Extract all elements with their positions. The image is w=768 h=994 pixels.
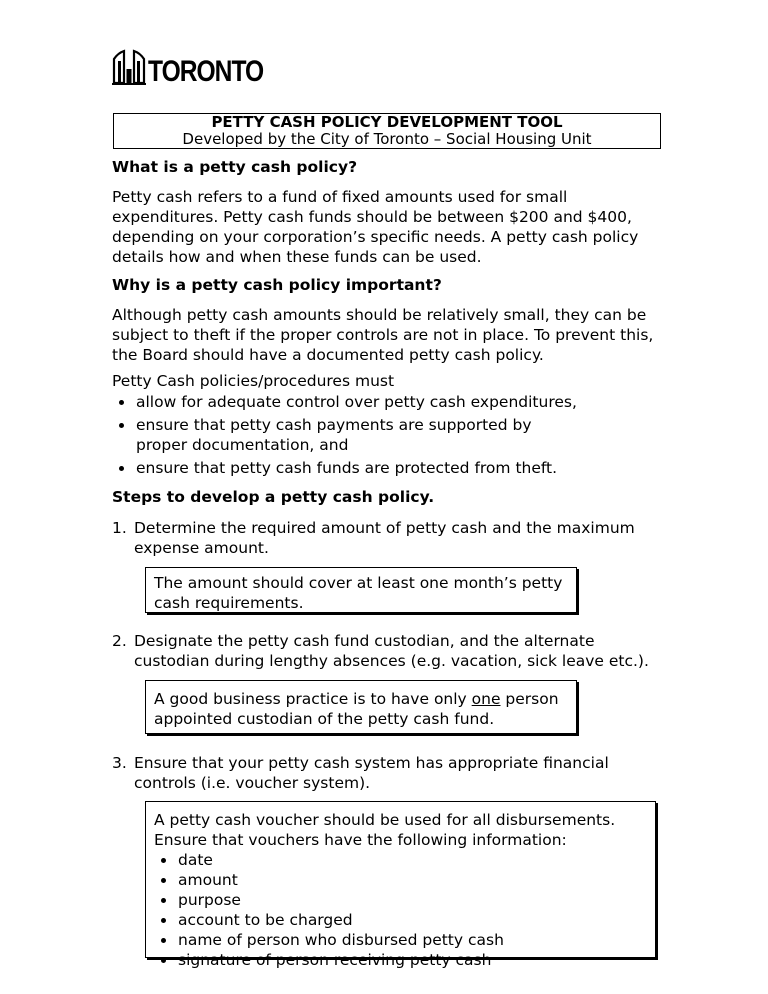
city-hall-icon: [112, 49, 146, 85]
list-item: name of person who disbursed petty cash: [156, 930, 647, 950]
section-why-heading: Why is a petty cash policy important?: [112, 276, 442, 294]
section-what-heading: What is a petty cash policy?: [112, 158, 358, 176]
section-what: [112, 157, 672, 177]
list-item: account to be charged: [156, 910, 647, 930]
section-steps: [112, 487, 672, 507]
note-text-post: person appointed custodian of the petty cash fund.: [154, 690, 559, 728]
section-what-body: Petty cash refers to a fund of fixed amounts used for small expenditures. Petty cash funds should be between $200 and $400, depending on your corporation’s specific needs. A petty cash policy details how and when these funds can be used.: [112, 188, 639, 266]
section-why-body: Although petty cash amounts should be relatively small, they can be subject to theft if the proper controls are not in place. To prevent this, the Board should have a documented petty cash policy.: [112, 306, 654, 364]
section-why-intro: Petty Cash policies/procedures must: [112, 372, 395, 390]
step-1-note: [145, 567, 577, 613]
voucher-fields-list: [156, 850, 647, 970]
section-why-body-wrap: [112, 305, 667, 365]
step-number: 2.: [112, 632, 127, 650]
step-number: 1.: [112, 519, 127, 537]
list-item: amount: [156, 870, 647, 890]
logo-wordmark: TORONTO: [148, 55, 264, 88]
step-text: Determine the required amount of petty cash and the maximum expense amount.: [134, 519, 635, 557]
list-item: purpose: [156, 890, 647, 910]
document-subtitle: Developed by the City of Toronto – Social Housing Unit: [182, 130, 592, 148]
step-2: [112, 631, 657, 671]
list-item: signature of person receiving petty cash: [156, 950, 647, 970]
section-why: [112, 275, 672, 295]
section-what-body-wrap: [112, 187, 667, 267]
step-number: 3.: [112, 754, 127, 772]
document-title: PETTY CASH POLICY DEVELOPMENT TOOL: [211, 113, 563, 131]
list-item: allow for adequate control over petty cash expenditures,: [114, 392, 584, 412]
requirements-list-wrap: [114, 392, 584, 478]
step-3-note: [145, 801, 656, 969]
section-steps-heading: Steps to develop a petty cash policy.: [112, 488, 435, 506]
step-1: [112, 518, 652, 558]
list-item: ensure that petty cash funds are protected from theft.: [114, 458, 584, 478]
list-item: date: [156, 850, 647, 870]
note-text: A petty cash voucher should be used for all disbursements. Ensure that vouchers have the following information:: [154, 811, 616, 849]
step-text: Designate the petty cash fund custodian, and the alternate custodian during lengthy absences (e.g. vacation, sick leave etc.).: [134, 632, 649, 670]
section-why-intro-wrap: [112, 371, 672, 391]
requirements-list: [114, 392, 584, 478]
note-text-pre: A good business practice is to have only: [154, 690, 472, 708]
step-text: Ensure that your petty cash system has appropriate financial controls (i.e. voucher system).: [134, 754, 609, 792]
step-2-note: [145, 680, 577, 734]
title-box: [113, 113, 661, 149]
note-emphasis: one: [471, 690, 501, 708]
toronto-logo: [112, 47, 289, 88]
step-3: [112, 753, 612, 793]
list-item: ensure that petty cash payments are supported by proper documentation, and: [114, 415, 584, 455]
note-text: The amount should cover at least one month’s petty cash requirements.: [154, 574, 563, 612]
